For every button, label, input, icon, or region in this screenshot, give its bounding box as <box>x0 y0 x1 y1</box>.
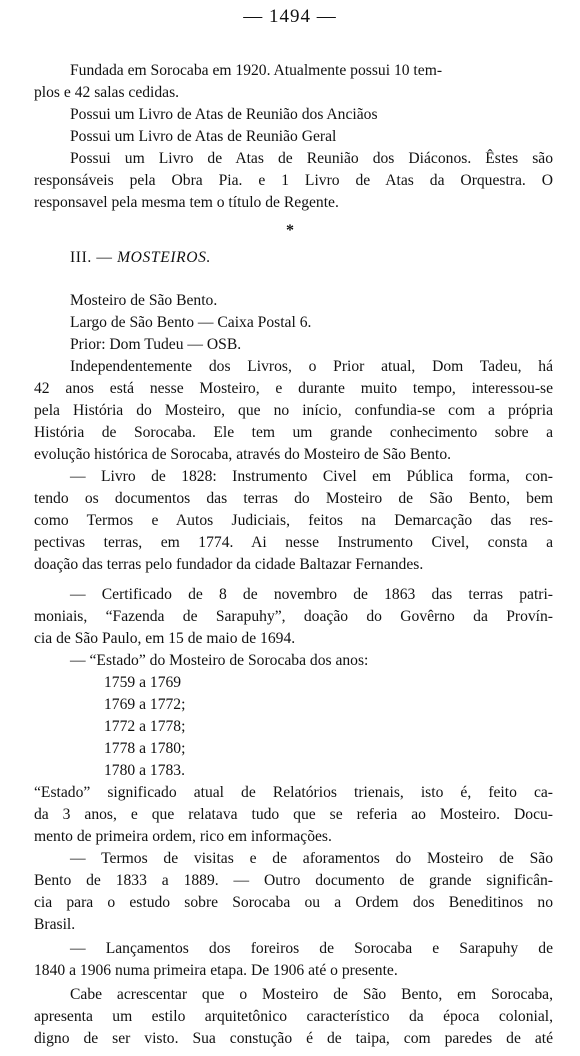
text-line: digno de ser visto. Sua constução é de taipa, com paredes de até <box>34 1030 553 1047</box>
text-line: Mosteiro de São Bento. <box>70 292 218 309</box>
text-line: Possui um Livro de Atas de Reunião Geral <box>70 128 337 145</box>
text-line: evolução histórica de Sorocaba, através do Mosteiro de São Bento. <box>34 446 452 463</box>
text-line: Possui um Livro de Atas de Reunião dos Diáconos. Êstes são <box>70 150 553 167</box>
year-range: 1759 a 1769 <box>104 674 182 691</box>
text-line: — “Estado” do Mosteiro de Sorocaba dos anos: <box>70 652 369 669</box>
section-number: III. — <box>70 249 113 266</box>
year-range: 1769 a 1772; <box>104 696 186 713</box>
text-line: “Estado” significado atual de Relatórios trienais, isto é, feito ca- <box>34 784 553 801</box>
text-line: Bento de 1833 a 1889. — Outro documento de grande significân- <box>34 872 553 889</box>
text-line: Brasil. <box>34 916 76 933</box>
section-heading <box>70 247 211 269</box>
text-line: tendo os documentos das terras do Mosteiro de São Bento, bem <box>34 490 553 507</box>
text-line: — Lançamentos dos foreiros de Sorocaba e Sarapuhy de <box>70 940 553 957</box>
text-line: — Livro de 1828: Instrumento Civel em Pública forma, con- <box>70 468 553 485</box>
text-line: Independentemente dos Livros, o Prior atual, Dom Tadeu, há <box>70 358 553 375</box>
section-title: MOSTEIROS. <box>117 249 211 266</box>
text-line: mento de primeira ordem, rico em informações. <box>34 828 332 845</box>
text-line: responsavel pela mesma tem o título de Regente. <box>34 194 339 211</box>
year-range: 1780 a 1783. <box>104 762 185 779</box>
text-line: responsáveis pela Obra Pia. e 1 Livro de Atas da Orquestra. O <box>34 172 553 189</box>
text-line: Possui um Livro de Atas de Reunião dos Anciãos <box>70 106 378 123</box>
text-line: da 3 anos, e que relatava tudo que se referia ao Mosteiro. Docu- <box>34 806 553 823</box>
text-line: História de Sorocaba. Ele tem um grande conhecimento sobre a <box>34 424 553 441</box>
text-line: — Termos de visitas e de aforamentos do Mosteiro de São <box>70 850 553 867</box>
page-number: — 1494 — <box>243 6 337 27</box>
text-line: — Certificado de 8 de novembro de 1863 das terras patri- <box>70 586 553 603</box>
text-line: 42 anos está nesse Mosteiro, e durante muito tempo, interessou-se <box>34 380 553 397</box>
year-range: 1778 a 1780; <box>104 740 186 757</box>
text-line: pectivas terras, em 1774. Ai nesse Instrumento Civel, consta a <box>34 534 553 551</box>
text-line: plos e 42 salas cedidas. <box>34 84 180 101</box>
text-line: doação das terras pelo fundador da cidade Baltazar Fernandes. <box>34 556 424 573</box>
text-line: Fundada em Sorocaba em 1920. Atualmente possui 10 tem- <box>70 62 443 79</box>
text-line: moniais, “Fazenda de Sarapuhy”, doação do Govêrno da Provín- <box>34 608 553 625</box>
text-line: apresenta um estilo arquitetônico característico da época colonial, <box>34 1008 553 1025</box>
text-line: como Termos e Autos Judiciais, feitos na Demarcação das res- <box>34 512 553 529</box>
section-separator: * <box>286 222 294 239</box>
text-line: 1840 a 1906 numa primeira etapa. De 1906 até o presente. <box>34 962 398 979</box>
text-line: pela História do Mosteiro, que no início, confundia-se com a própria <box>34 402 553 419</box>
text-line: Largo de São Bento — Caixa Postal 6. <box>70 314 312 331</box>
text-line: Cabe acrescentar que o Mosteiro de São Bento, em Sorocaba, <box>70 986 553 1003</box>
text-line: cia para o estudo sobre Sorocaba ou a Ordem dos Beneditinos no <box>34 894 553 911</box>
text-line: cia de São Paulo, em 15 de maio de 1694. <box>34 630 296 647</box>
year-range: 1772 a 1778; <box>104 718 186 735</box>
text-line: Prior: Dom Tudeu — OSB. <box>70 336 242 353</box>
